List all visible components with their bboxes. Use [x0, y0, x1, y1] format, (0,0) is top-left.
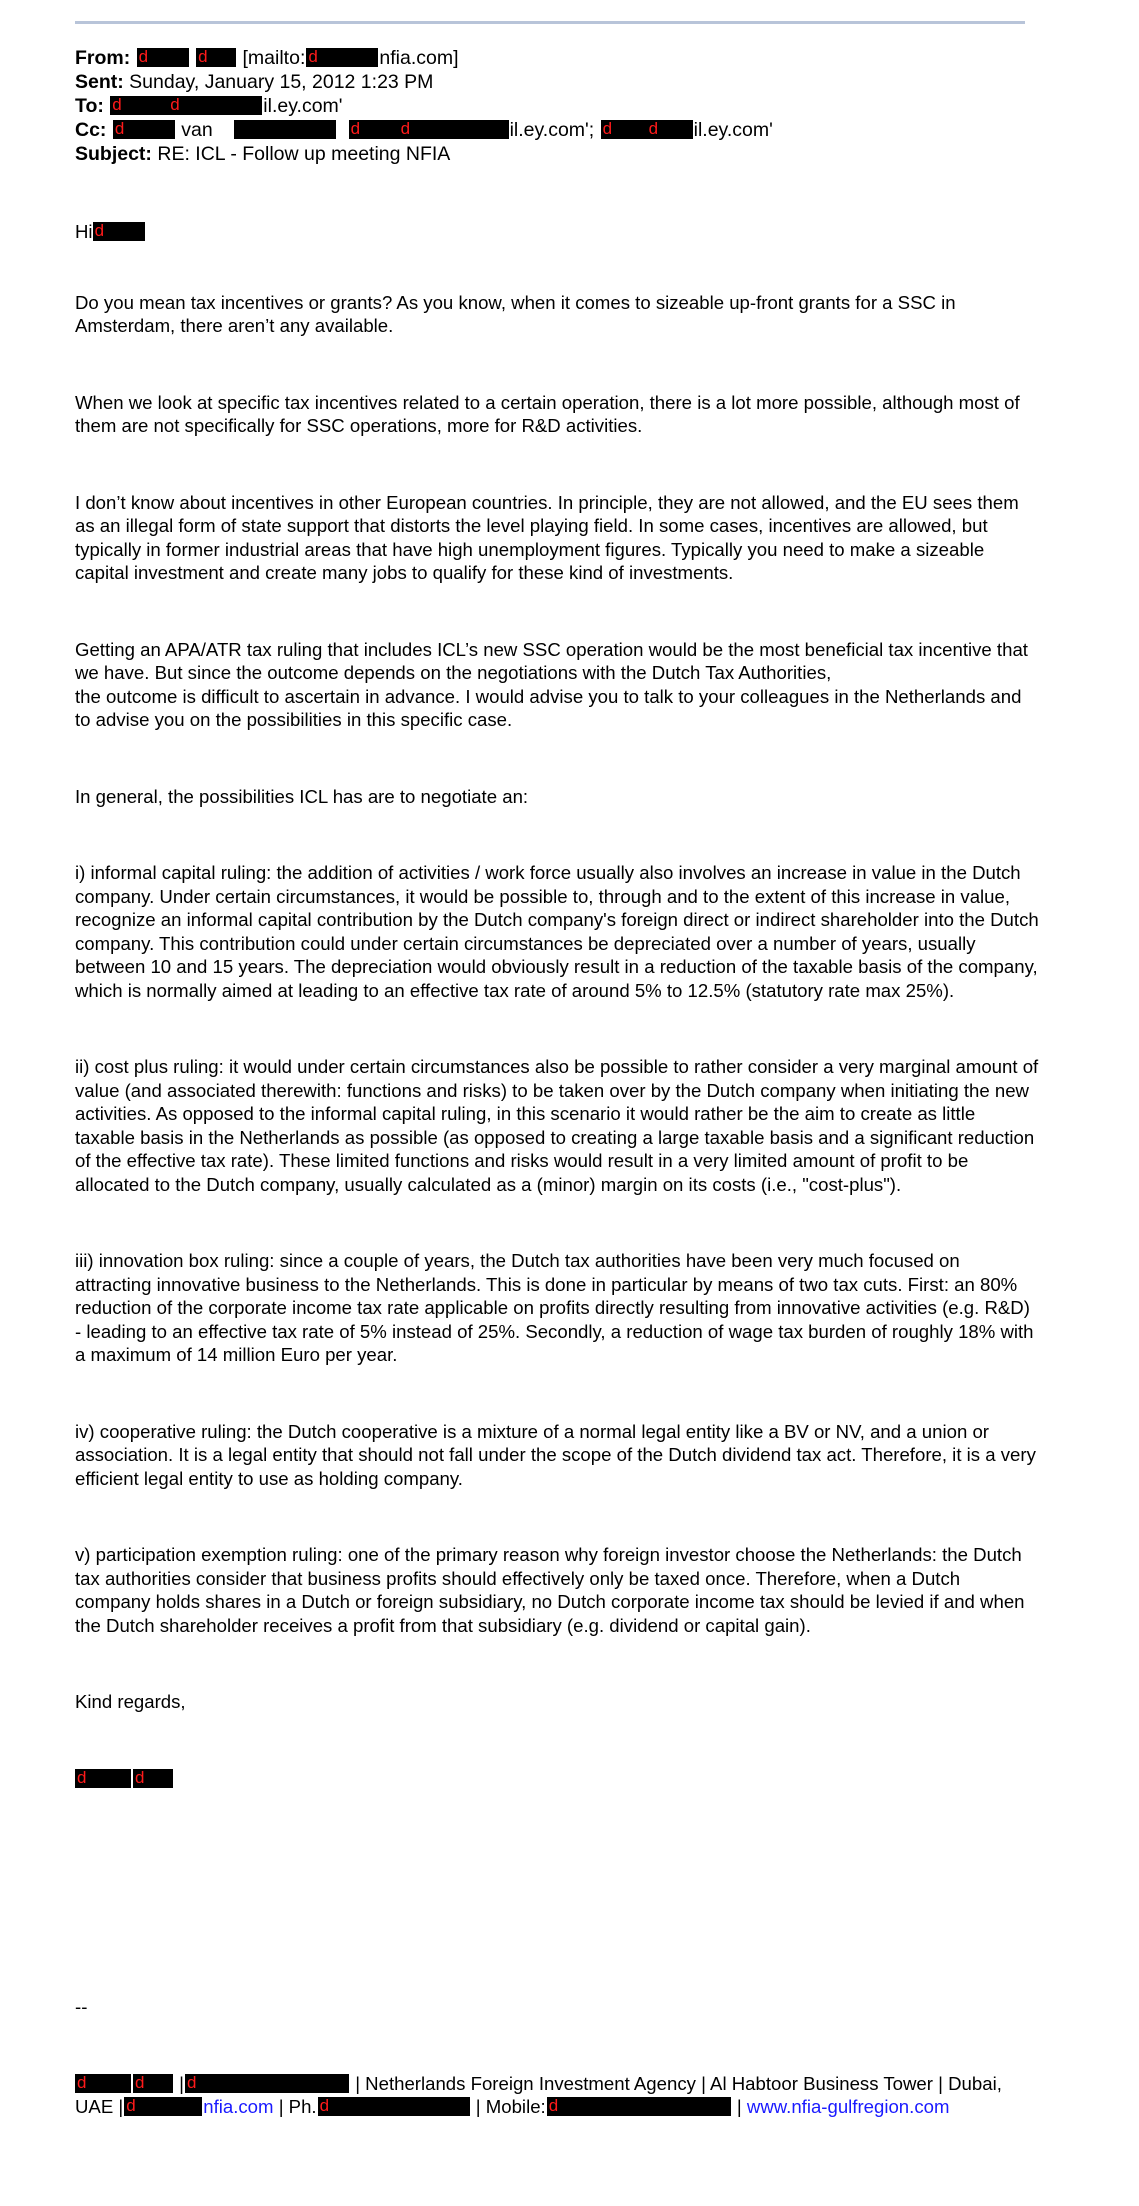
sender-name	[75, 1767, 1040, 1791]
paragraph-grants: Do you mean tax incentives or grants? As you know, when it comes to sizeable up-front grants for a SSC in Amsterdam, there aren’t any available.	[75, 291, 956, 336]
paragraph-cooperative-ruling: iv) cooperative ruling: the Dutch cooperative is a mixture of a normal legal entity like a BV or NV, and a union or association. It is a legal entity that should not fall under the scope of the Dutch dividend tax act. Therefore, it is a very efficient legal entity to use as holding company.	[75, 1420, 1036, 1489]
mobile-label: | Mobile:	[475, 2096, 546, 2117]
redaction-box	[234, 120, 336, 139]
from-line	[75, 46, 1055, 70]
paragraph-tax-incentives: When we look at specific tax incentives related to a certain operation, there is a lot more possible, although most of them are not specifically for SSC operations, more for R&D activities.	[75, 391, 1020, 436]
to-line	[75, 94, 1055, 118]
redaction-box: d d	[601, 120, 693, 139]
email-signature	[75, 1995, 1040, 2119]
signature-city: Dubai, UAE |	[75, 2072, 1002, 2117]
paragraph-innovation-box-ruling: iii) innovation box ruling: since a couple of years, the Dutch tax authorities have been very much focused on attracting innovative business to the Netherlands. This is done in particular by means of two tax cuts. First: an 80% reduction of the corporate income tax rate applicable on profits directly resulting from innovative activities (e.g. R&D) - leading to an effective tax rate of 5% instead of 25%. Secondly, a reduction of wage tax burden of roughly 18% with a maximum of 14 million Euro per year.	[75, 1250, 1034, 1365]
redaction-box: d	[75, 2074, 131, 2093]
email-header	[75, 46, 1055, 166]
sent-value: Sunday, January 15, 2012 1:23 PM	[129, 71, 434, 93]
signature-organization: | Netherlands Foreign Investment Agency | Al Habtoor Business Tower |	[355, 2072, 943, 2094]
paragraph-informal-capital-ruling: i) informal capital ruling: the addition of activities / work force usually also involves an increase in value in the Dutch company. Under certain circumstances, it would be possible to, through and to the extent of this increase in value, recognize an informal capital contribution by the Dutch company's foreign direct or indirect shareholder into the Dutch company. This contribution could under certain circumstances be depreciated over a number of years, usually between 10 and 15 years. The depreciation would obviously result in a reduction of the taxable basis of the company, which is normally aimed at leading to an effective tax rate of around 5% to 12.5% (statutory rate max 25%).	[75, 862, 1039, 1001]
website-link[interactable]: www.nfia-gulfregion.com	[746, 2096, 950, 2117]
redaction-box: d	[133, 1769, 173, 1788]
email-domain-link[interactable]: nfia.com	[203, 2096, 274, 2117]
signature-pipe-end: |	[736, 2096, 742, 2117]
to-label: To:	[75, 95, 104, 117]
subject-value: RE: ICL - Follow up meeting NFIA	[157, 143, 451, 165]
redaction-box: d	[547, 2097, 731, 2116]
redaction-box: d	[93, 222, 145, 241]
paragraph-participation-exemption-ruling: v) participation exemption ruling: one of the primary reason why foreign investor choose the Netherlands: the Dutch tax authorities consider that business profits should effectively only be taxed once. Therefore, when a Dutch company holds shares in a Dutch or foreign subsidiary, no Dutch corporate income tax should be levied if and when the Dutch shareholder receives a profit from that subsidiary (e.g. dividend or capital gain).	[75, 1544, 1025, 1636]
paragraph-cost-plus-ruling: ii) cost plus ruling: it would under certain circumstances also be possible to rather consider a very marginal amount of value (and associated therewith: functions and risks) to be taken over by the Dutch company when initiating the new activities. As opposed to the informal capital ruling, in this scenario it would rather be the aim to create as little taxable basis in the Netherlands as possible (as opposed to creating a large taxable basis and a significant reduction of the effective tax rate). These limited functions and risks would result in a very limited amount of profit to be allocated to the Dutch company, usually calculated as a (minor) margin on its costs (i.e., "cost-plus").	[75, 1056, 1039, 1195]
closing: Kind regards,	[75, 1691, 186, 1712]
redaction-box: d	[318, 2097, 470, 2116]
redaction-box: d	[133, 2074, 173, 2093]
subject-label: Subject:	[75, 143, 152, 165]
sent-line	[75, 70, 1055, 94]
cc-van: van	[181, 119, 213, 141]
paragraph-apa-atr: Getting an APA/ATR tax ruling that includes ICL’s new SSC operation would be the most beneficial tax incentive that we have. But since the outcome depends on the negotiations with the Dutch Tax Authorities,	[75, 638, 1028, 683]
redaction-box: d	[124, 2097, 202, 2116]
mailto-prefix: [mailto:	[242, 47, 306, 69]
phone-label: | Ph.	[278, 2096, 317, 2117]
subject-line	[75, 142, 1055, 166]
paragraph-apa-atr-continued: the outcome is difficult to ascertain in advance. I would advise you to talk to your colleagues in the Netherlands and to advise you on the possibilities in this specific case.	[75, 685, 1022, 730]
from-domain: nfia.com]	[379, 47, 459, 69]
signature-pipe: |	[179, 2072, 185, 2094]
top-separator-line	[75, 21, 1025, 24]
sent-label: Sent:	[75, 71, 124, 93]
signature-block	[75, 2072, 1040, 2119]
redaction-box: d	[306, 48, 378, 67]
from-label: From:	[75, 47, 131, 69]
redaction-box: d	[113, 120, 175, 139]
signature-separator: --	[75, 1996, 88, 2017]
email-body	[75, 220, 1040, 1790]
cc-domain-1: il.ey.com';	[509, 119, 595, 141]
to-domain: il.ey.com'	[263, 95, 343, 117]
cc-line	[75, 118, 1055, 142]
greeting: Hi d	[75, 220, 1040, 244]
redaction-box: d	[75, 1769, 131, 1788]
paragraph-european-incentives: I don’t know about incentives in other European countries. In principle, they are not allowed, and the EU sees them as an illegal form of state support that distorts the level playing field. In some cases, incentives are allowed, but typically in former industrial areas that have high unemployment figures. Typically you need to make a sizeable capital investment and create many jobs to qualify for these kind of investments.	[75, 491, 1019, 583]
cc-label: Cc:	[75, 119, 107, 141]
redaction-box: d	[196, 48, 236, 67]
paragraph-possibilities: In general, the possibilities ICL has are to negotiate an:	[75, 785, 529, 807]
redaction-box: d d	[349, 120, 509, 139]
cc-domain-2: il.ey.com'	[693, 119, 773, 141]
redaction-box: d d	[110, 96, 262, 115]
redaction-box: d	[185, 2074, 349, 2093]
redaction-box: d	[137, 48, 189, 67]
